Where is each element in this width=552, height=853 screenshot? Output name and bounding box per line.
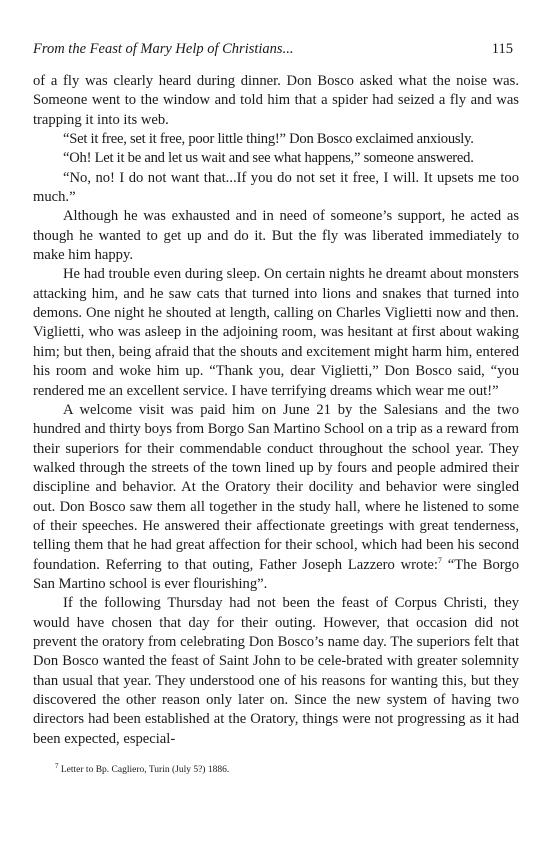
footnote-marker: 7 <box>55 761 59 770</box>
footnote-text: Letter to Bp. Cagliero, Turin (July 5?) 1886. <box>60 765 230 775</box>
paragraph-dreams: He had trouble even during sleep. On certain nights he dreamt about monsters attacking him, and he saw cats that turned into lions and snakes that turned into demons. One night he shouted at length, calling on Charles Viglietti now and then. Viglietti, who was asleep in the adjoining room, was hesitant at first about waking him; but then, being afraid that the shouts and excitement might harm him, entered his room and woke him up. “Thank you, dear Viglietti,” Don Bosco said, “you rendered me an excellent service. I have terrifying dreams which wear me out!” <box>33 266 519 399</box>
paragraph-continuation: of a fly was clearly heard during dinner. Don Bosco asked what the noise was. Someone went to the window and told him that a spider had seized a fly and was trapping it into its web. <box>33 73 519 128</box>
visit-text: A welcome visit was paid him on June 21 by the Salesians and the two hundred and thirty boys from Borgo San Martino School on a trip as a reward from their superiors for their commendable conduct throughout the school year. They walked through the streets of the town lined up by fours and people admired their discipline and behavior. At the Oratory their docility and behavior were singled out. Don Bosco saw them all together in the study hall, where he listened to some of their speeches. He answered their affectionate greetings with great tenderness, telling them that he had great affection for their school, which had been his second foundation. Referring to that outing, Father Joseph Lazzero wrote: <box>33 401 519 573</box>
paragraph-corpus-christi: If the following Thursday had not been the feast of Corpus Christi, they would have chosen that day for their outing. However, that occasion did not prevent the oratory from celebrating Don Bosco’s name day. The superiors felt that Don Bosco wanted the feast of Saint John to be cele-brated with greater solemnity than usual that year. They understood one of his reasons for wanting this, but they discovered the other reason only later on. Since the new system of having two directors had been established at the Oratory, things were not progressing as it had been expected, especial- <box>33 595 519 747</box>
visit-quote: “The Borgo San Martino school is ever flourishing”. <box>33 556 519 592</box>
paragraph-dialogue-3: “No, no! I do not want that...If you do not set it free, I will. It upsets me too much.” <box>33 169 519 206</box>
running-head <box>33 40 519 58</box>
paragraph-dialogue-2: “Oh! Let it be and let us wait and see what happens,” someone answered. <box>63 150 474 167</box>
body-text <box>33 72 519 749</box>
paragraph-dialogue-1: “Set it free, set it free, poor little thing!” Don Bosco exclaimed anxiously. <box>63 131 474 148</box>
page-number: 115 <box>491 41 513 57</box>
running-title: From the Feast of Mary Help of Christians... <box>33 41 294 57</box>
footnote <box>33 761 230 776</box>
paragraph-fly-liberated: Although he was exhausted and in need of someone’s support, he acted as though he wanted to get up and do it. But the fly was liberated immediately to make him happy. <box>33 208 519 264</box>
book-page <box>33 40 519 775</box>
footnote-reference: 7 <box>437 555 442 565</box>
paragraph-visit <box>33 401 519 594</box>
